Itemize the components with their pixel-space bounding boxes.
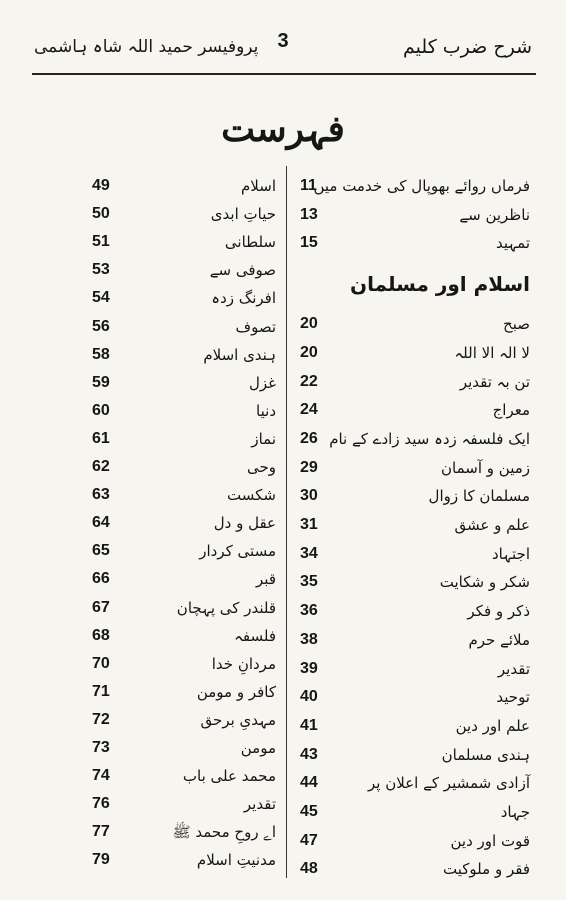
entry-title: آزادی شمشیر کے اعلان پر xyxy=(368,774,530,793)
author-name: پروفیسر حمید اللہ شاہ ہاشمی xyxy=(34,37,259,57)
entry-title: قوت اور دین xyxy=(450,831,530,850)
entry-page-number: 68 xyxy=(92,626,110,644)
entry-page-number: 22 xyxy=(300,372,318,390)
entry-title: مردانِ خدا xyxy=(211,654,276,673)
entry-title: مسلمان کا زوال xyxy=(428,487,530,506)
entry-page-number: 34 xyxy=(300,544,318,562)
entry-page-number: 62 xyxy=(92,458,110,475)
entry-title: ایک فلسفہ زدہ سید زادے کے نام xyxy=(329,429,530,448)
entry-title: صوفی سے xyxy=(209,261,276,280)
entry-title: سلطانی xyxy=(224,233,276,252)
entry-title: قبر xyxy=(256,570,276,589)
entry-page-number: 65 xyxy=(92,542,110,560)
entry-title: تصوف xyxy=(235,317,276,336)
entry-page-number: 45 xyxy=(300,803,318,820)
entry-page-number: 15 xyxy=(300,234,318,252)
entry-page-number: 72 xyxy=(92,710,110,728)
entry-title: مدنیتِ اسلام xyxy=(196,851,276,870)
entry-page-number: 54 xyxy=(92,289,110,307)
entry-page-number: 35 xyxy=(300,573,318,591)
entry-title: ملائے حرم xyxy=(468,630,530,649)
entry-page-number: 31 xyxy=(300,516,318,533)
entry-title: توحید xyxy=(496,688,530,707)
entry-title: صبح xyxy=(503,315,530,334)
entry-page-number: 71 xyxy=(92,682,110,700)
entry-page-number: 76 xyxy=(92,795,110,813)
entry-page-number: 20 xyxy=(300,315,318,333)
entry-title: محمد علی باب xyxy=(182,767,276,786)
entry-title: ذکر و فکر xyxy=(467,602,530,621)
entry-page-number: 20 xyxy=(300,343,318,361)
entry-page-number: 41 xyxy=(300,716,318,734)
entry-page-number: 43 xyxy=(300,745,318,763)
entry-page-number: 36 xyxy=(300,602,318,620)
book-title: شرح ضرب کلیم xyxy=(403,36,532,58)
entry-page-number: 38 xyxy=(300,630,318,648)
entry-title: نماز xyxy=(251,429,276,448)
entry-page-number: 67 xyxy=(92,598,110,616)
entry-page-number: 59 xyxy=(92,373,110,391)
header-rule xyxy=(32,73,536,75)
entry-page-number: 49 xyxy=(92,177,110,194)
entry-title: جہاد xyxy=(500,803,530,821)
entry-title: مستی کردار xyxy=(199,542,276,561)
entry-title: غزل xyxy=(248,373,276,392)
entry-title: مومن xyxy=(240,739,276,757)
column-divider xyxy=(286,166,287,878)
entry-page-number: 51 xyxy=(92,233,110,251)
toc-title: فہرست xyxy=(221,108,345,150)
entry-page-number: 70 xyxy=(92,654,110,672)
entry-page-number: 47 xyxy=(300,831,318,849)
entry-title: تمہید xyxy=(495,234,530,253)
entry-page-number: 66 xyxy=(92,570,110,588)
entry-title: ہندی اسلام xyxy=(203,345,276,364)
entry-title: علم و عشق xyxy=(454,516,530,534)
entry-title: قلندر کی پہچان xyxy=(176,598,276,617)
entry-title: اسلام xyxy=(241,177,276,195)
entry-title: مہدیِ برحق xyxy=(200,710,276,729)
entry-page-number: 44 xyxy=(300,774,318,792)
entry-title: وحی xyxy=(246,458,276,476)
entry-page-number: 29 xyxy=(300,458,318,476)
entry-title: کافر و مومن xyxy=(196,682,276,701)
entry-title: شکست xyxy=(227,486,276,505)
entry-page-number: 53 xyxy=(92,261,110,279)
entry-title: تقدیر xyxy=(497,659,530,678)
entry-title: زمین و آسمان xyxy=(441,458,530,477)
entry-title: حیاتِ ابدی xyxy=(210,205,276,224)
entry-page-number: 13 xyxy=(300,205,318,223)
entry-page-number: 64 xyxy=(92,514,110,532)
page-header xyxy=(34,30,532,70)
entry-title: اے روحِ محمد ﷺ xyxy=(172,823,276,842)
entry-title: معراج xyxy=(492,401,530,420)
page-number: 3 xyxy=(277,30,289,52)
entry-title: دنیا xyxy=(256,401,276,420)
entry-page-number: 26 xyxy=(300,429,318,447)
entry-title: لا الہ الا اللہ xyxy=(454,343,530,362)
entry-page-number: 50 xyxy=(92,205,110,223)
entry-page-number: 11 xyxy=(300,177,317,194)
entry-page-number: 58 xyxy=(92,345,110,363)
entry-page-number: 61 xyxy=(92,429,110,447)
entry-page-number: 63 xyxy=(92,486,110,504)
entry-title: تقدیر xyxy=(243,795,276,814)
entry-title: اجتہاد xyxy=(491,544,530,563)
entry-page-number: 39 xyxy=(300,659,318,677)
entry-title: تن بہ تقدیر xyxy=(459,372,530,391)
entry-title: افرنگ زدہ xyxy=(211,289,276,308)
entry-page-number: 56 xyxy=(92,317,110,335)
entry-page-number: 74 xyxy=(92,767,110,785)
entry-title: فقر و ملوکیت xyxy=(443,860,530,879)
entry-title: فرماں روائے بھوپال کی خدمت میں xyxy=(313,177,530,195)
entry-title: شکر و شکایت xyxy=(439,573,530,592)
entry-title: علم اور دین xyxy=(455,716,530,735)
entry-page-number: 48 xyxy=(300,860,318,878)
entry-title: ہندی مسلمان xyxy=(441,745,530,764)
entry-page-number: 30 xyxy=(300,487,318,505)
section-title: اسلام اور مسلمان xyxy=(350,272,530,297)
entry-page-number: 79 xyxy=(92,851,110,869)
entry-title: عقل و دل xyxy=(213,514,276,533)
entry-page-number: 73 xyxy=(92,739,110,756)
entry-page-number: 77 xyxy=(92,823,110,841)
entry-page-number: 40 xyxy=(300,688,318,706)
entry-page-number: 60 xyxy=(92,401,110,419)
entry-title: ناظرین سے xyxy=(459,205,530,224)
entry-title: فلسفہ xyxy=(234,626,276,645)
entry-page-number: 24 xyxy=(300,401,318,419)
